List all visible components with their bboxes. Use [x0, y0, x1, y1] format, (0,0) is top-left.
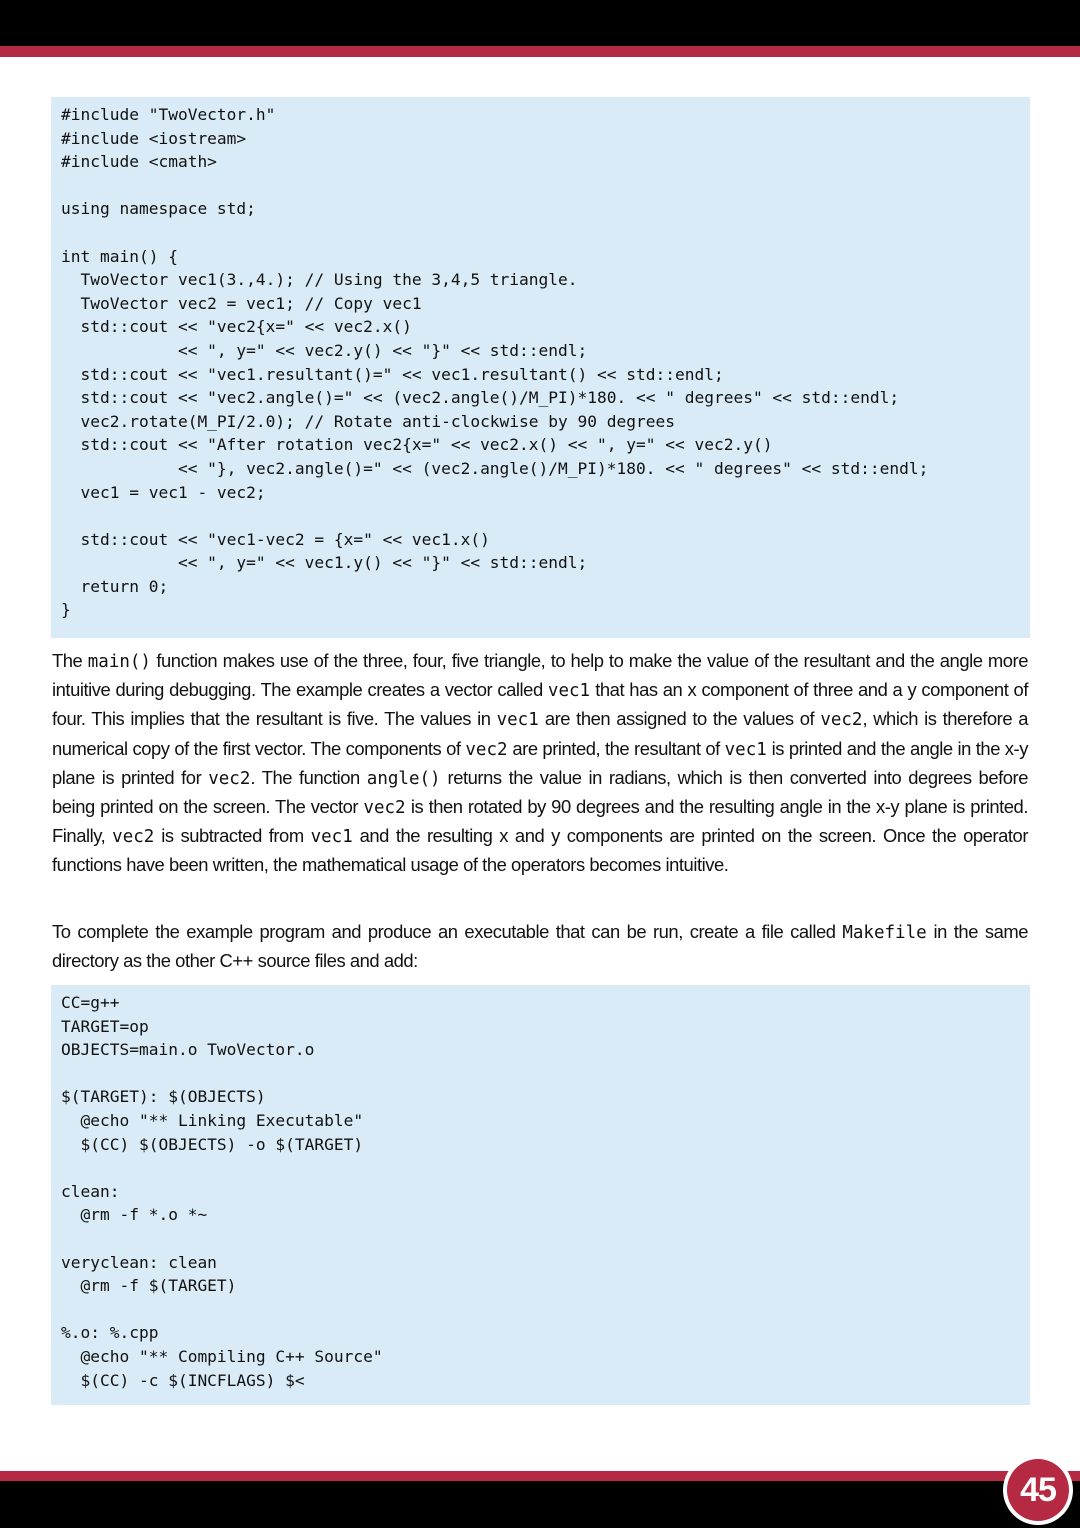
code-line: << "}, vec2.angle()=" << (vec2.angle()/M_PI)*180. << " degrees" << std::endl; — [61, 458, 929, 478]
code-line: << ", y=" << vec2.y() << "}" << std::endl; — [61, 340, 588, 360]
code-line: @rm -f $(TARGET) — [61, 1276, 237, 1296]
inline-code: vec1 — [310, 827, 353, 848]
inline-code: vec2 — [363, 798, 406, 819]
code-line: %.o: %.cpp — [61, 1323, 159, 1343]
code-line: std::cout << "vec2.angle()=" << (vec2.angle()/M_PI)*180. << " degrees" << std::endl; — [61, 388, 900, 408]
code-line: TwoVector vec1(3.,4.); // Using the 3,4,5 triangle. — [61, 270, 578, 290]
inline-code: vec1 — [724, 739, 767, 760]
code-line: << ", y=" << vec1.y() << "}" << std::endl; — [61, 553, 588, 573]
makefile-intro-paragraph — [52, 918, 1028, 974]
text-run: and the resulting x and y components are printed on the screen. Once the operator functions have been written, the mathematical usage of the operators becomes intuitive. — [52, 825, 1028, 876]
code-line: return 0; — [61, 576, 169, 596]
inline-code: vec2 — [208, 768, 251, 789]
inline-code: vec2 — [112, 827, 155, 848]
code-line: veryclean: clean — [61, 1252, 217, 1272]
code-line — [61, 174, 1030, 198]
code-line: } — [61, 600, 71, 620]
text-run: returns the value in radians, which is then converted into degrees before being printed on the screen. The vector — [52, 766, 1028, 818]
inline-code: main() — [87, 652, 151, 672]
page-number: 45 — [1007, 1459, 1069, 1521]
code-line: clean: — [61, 1181, 120, 1201]
text-run: are printed, the resultant of — [507, 737, 725, 759]
text-run: that has an x component of three and a y component of four. This implies that the resultant is five. The values in — [52, 679, 1028, 730]
code-line — [61, 1298, 1030, 1322]
code-line: int main() { — [61, 246, 178, 266]
code-line: #include <iostream> — [61, 128, 247, 148]
footer-accent-stripe — [0, 1471, 1080, 1481]
code-block-main-cpp — [51, 97, 1030, 638]
header-accent-stripe — [0, 46, 1080, 57]
code-line: std::cout << "After rotation vec2{x=" << vec2.x() << ", y=" << vec2.y() — [61, 435, 773, 455]
code-line: $(TARGET): $(OBJECTS) — [61, 1087, 266, 1107]
footer-bar — [0, 1481, 1080, 1528]
code-line: std::cout << "vec1.resultant()=" << vec1.resultant() << std::endl; — [61, 364, 724, 384]
inline-code: Makefile — [842, 923, 927, 943]
code-line: TARGET=op — [61, 1016, 149, 1036]
code-line — [61, 504, 1030, 528]
code-line — [61, 1156, 1030, 1180]
code-line: @echo "** Compiling C++ Source" — [61, 1346, 383, 1366]
code-line: using namespace std; — [61, 199, 256, 219]
code-line: vec1 = vec1 - vec2; — [61, 482, 266, 502]
code-line: std::cout << "vec1-vec2 = {x=" << vec1.x() — [61, 529, 490, 549]
code-line: CC=g++ — [61, 993, 120, 1012]
code-line: @rm -f *.o *~ — [61, 1205, 208, 1225]
text-run: . The function — [250, 766, 367, 788]
text-run: is then rotated by 90 degrees and the resulting angle in the x-y plane is printed. Finally, — [52, 796, 1028, 847]
code-line: OBJECTS=main.o TwoVector.o — [61, 1040, 315, 1060]
code-line: TwoVector vec2 = vec1; // Copy vec1 — [61, 293, 422, 313]
inline-code: vec2 — [465, 739, 508, 760]
text-run: in the same directory as the other C++ source files and add: — [52, 921, 1028, 972]
code-line: @echo "** Linking Executable" — [61, 1110, 364, 1130]
text-run: is subtracted from — [154, 825, 311, 847]
code-line: $(CC) $(OBJECTS) -o $(TARGET) — [61, 1134, 364, 1154]
inline-code: angle() — [366, 768, 441, 789]
code-line: vec2.rotate(M_PI/2.0); // Rotate anti-clockwise by 90 degrees — [61, 411, 675, 431]
text-run: To complete the example program and produce an executable that can be run, create a file called — [52, 921, 843, 942]
code-line: std::cout << "vec2{x=" << vec2.x() — [61, 317, 412, 337]
code-line: #include "TwoVector.h" — [61, 105, 276, 124]
code-line — [61, 221, 1030, 245]
code-line: #include <cmath> — [61, 152, 217, 172]
text-run: function makes use of the three, four, five triangle, to help to make the value of the resultant and the angle more intuitive during debugging. The example creates a vector called — [52, 650, 1029, 701]
inline-code: vec1 — [547, 681, 591, 702]
text-run: is printed and the angle in the x-y plane is printed for — [52, 737, 1028, 788]
header-bar — [0, 0, 1080, 46]
code-line — [61, 1227, 1030, 1251]
code-line: $(CC) -c $(INCFLAGS) $< — [61, 1370, 305, 1390]
page-number-badge — [1003, 1455, 1073, 1525]
text-run: The — [52, 650, 88, 671]
inline-code: vec1 — [496, 710, 539, 731]
code-line — [61, 1062, 1030, 1086]
explanation-paragraph — [52, 647, 1028, 879]
text-run: , which is therefore a numerical copy of the first vector. The components of — [52, 708, 1028, 759]
text-run: are then assigned to the values of — [538, 708, 821, 730]
code-block-makefile — [51, 985, 1030, 1405]
inline-code: vec2 — [820, 710, 863, 731]
